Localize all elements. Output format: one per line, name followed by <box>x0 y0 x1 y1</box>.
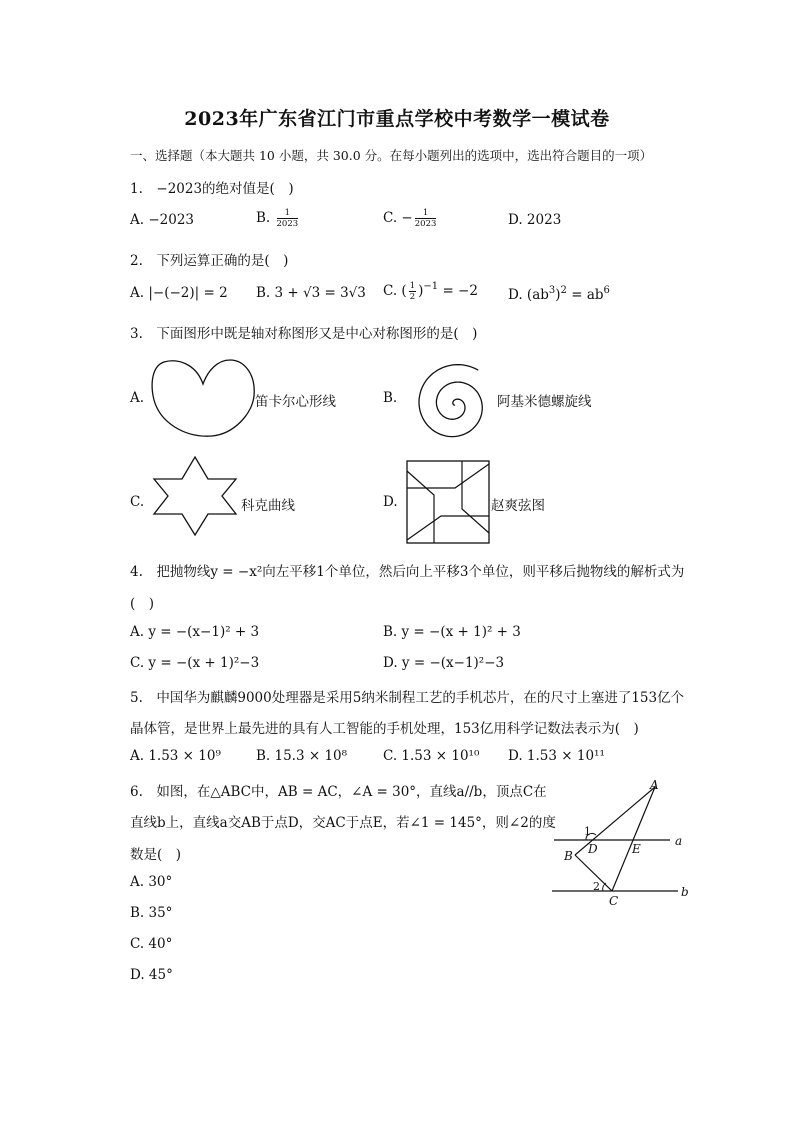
q1-option-b-prefix: B. <box>256 210 271 226</box>
q5-option-c: C. 1.53 × 10¹⁰ <box>383 748 480 764</box>
label-angle-1: 1 <box>584 825 591 838</box>
q1-option-b <box>256 208 300 229</box>
q6-option-b: B. 35° <box>130 905 173 921</box>
q2-c-numerator: 1 <box>409 281 416 291</box>
q2-d-main: D. (ab <box>508 287 549 303</box>
pinwheel-line-3 <box>407 516 489 540</box>
label-A: A <box>650 778 659 792</box>
pinwheel-line-1 <box>407 464 489 488</box>
q2-d-mid: ) <box>555 287 561 303</box>
q1-b-denominator: 2023 <box>276 219 299 229</box>
q6-option-c: C. 40° <box>130 936 173 952</box>
q6-stem-line1: 6. 如图，在△ABC中，AB = AC，∠A = 30°，直线a//b，顶点C在 <box>130 784 547 800</box>
q1-option-d: D. 2023 <box>508 212 562 228</box>
q3-option-b-letter: B. <box>383 390 398 406</box>
q1-c-denominator: 2023 <box>414 219 437 229</box>
q1-option-a: A. −2023 <box>130 212 194 228</box>
label-C: C <box>609 894 619 908</box>
q1-stem: 1. −2023的绝对值是( ) <box>130 181 294 197</box>
zhao-shuang-figure <box>406 460 492 546</box>
cardioid-figure <box>150 356 256 442</box>
q5-option-a: A. 1.53 × 10⁹ <box>130 748 221 764</box>
q2-option-d <box>508 285 610 303</box>
q2-c-prefix: C. ( <box>383 283 407 299</box>
q5-option-d: D. 1.53 × 10¹¹ <box>508 748 605 764</box>
label-E: E <box>632 842 641 856</box>
q4-option-b: B. y = −(x + 1)² + 3 <box>383 624 521 640</box>
pinwheel-line-4 <box>407 471 434 543</box>
segment-AB <box>575 787 655 855</box>
label-line-a: a <box>675 834 683 848</box>
q6-stem-line2: 直线b上，直线a交AB于点D，交AC于点E，若∠1 = 145°，则∠2的度 <box>130 815 556 831</box>
q3-stem: 3. 下面图形中既是轴对称图形又是中心对称图形的是( ) <box>130 326 478 342</box>
section-heading: 一、选择题（本大题共 10 小题，共 30.0 分。在每小题列出的选项中，选出符合题目的一项） <box>130 148 653 163</box>
q5-option-b: B. 15.3 × 10⁸ <box>256 748 348 764</box>
q2-d-exp2: 2 <box>560 285 567 296</box>
q4-option-a: A. y = −(x−1)² + 3 <box>130 624 260 640</box>
triangle-parallel-lines-figure <box>548 775 698 910</box>
segment-AC <box>612 787 655 891</box>
q3-option-c-caption: 科克曲线 <box>241 498 295 514</box>
cardioid-curve <box>152 360 254 436</box>
q2-option-c <box>383 281 478 302</box>
q2-c-suffix: ) <box>418 283 424 299</box>
spiral-figure <box>403 357 495 441</box>
label-B: B <box>564 849 573 863</box>
koch-star-figure <box>150 455 240 537</box>
q2-c-rest: = −2 <box>438 283 478 299</box>
q5-stem-line1: 5. 中国华为麒麟9000处理器是采用5纳米制程工艺的手机芯片，在的尺寸上塞进了153亿个 <box>130 690 685 706</box>
q4-stem-line2: ( ) <box>130 596 155 612</box>
q2-stem: 2. 下列运算正确的是( ) <box>130 253 289 269</box>
q3-option-d-caption: 赵爽弦图 <box>491 498 545 514</box>
q3-option-d-letter: D. <box>383 494 398 510</box>
q6-option-a: A. 30° <box>130 874 173 890</box>
q5-stem-line2: 晶体管，是世界上最先进的具有人工智能的手机处理，153亿用科学记数法表示为( ) <box>130 721 639 737</box>
koch-star-outline <box>154 457 236 535</box>
q3-option-c-letter: C. <box>130 494 145 510</box>
q1-option-b-fraction <box>277 208 299 229</box>
label-line-b: b <box>681 885 689 899</box>
q4-option-c: C. y = −(x + 1)²−3 <box>130 655 260 671</box>
label-D: D <box>588 842 598 856</box>
q6-stem-line3: 数是( ) <box>130 847 182 863</box>
q1-option-c <box>383 208 438 229</box>
q2-option-a: A. |−(−2)| = 2 <box>130 285 228 301</box>
q2-d-exp1: 3 <box>548 285 556 296</box>
q2-c-fraction <box>409 281 416 302</box>
q1-b-numerator: 1 <box>277 208 299 219</box>
q2-c-exponent: −1 <box>423 281 439 292</box>
q1-c-numerator: 1 <box>415 208 437 219</box>
q3-option-b-caption: 阿基米德螺旋线 <box>497 394 592 410</box>
q3-option-a-caption: 笛卡尔心形线 <box>255 394 336 410</box>
q2-d-exp3: 6 <box>603 285 610 296</box>
label-angle-2: 2 <box>593 880 600 893</box>
spiral-curve <box>419 365 482 437</box>
pinwheel-line-2 <box>462 461 489 533</box>
q6-option-d: D. 45° <box>130 967 173 983</box>
q2-option-b: B. 3 + √3 = 3√3 <box>256 285 366 301</box>
q3-option-a-letter: A. <box>130 390 145 406</box>
q4-option-d: D. y = −(x−1)²−3 <box>383 655 505 671</box>
q1-option-c-fraction <box>415 208 437 229</box>
q1-option-c-prefix: C. − <box>383 210 413 226</box>
inner-right-triangles <box>407 461 489 543</box>
q2-c-denominator: 2 <box>409 292 416 302</box>
q2-d-rest: = ab <box>566 287 604 303</box>
page-title: 2023年广东省江门市重点学校中考数学一模试卷 <box>184 108 610 130</box>
q4-stem-line1: 4. 把抛物线y = −x²向左平移1个单位，然后向上平移3个单位，则平移后抛物线的解析式为 <box>130 564 685 580</box>
